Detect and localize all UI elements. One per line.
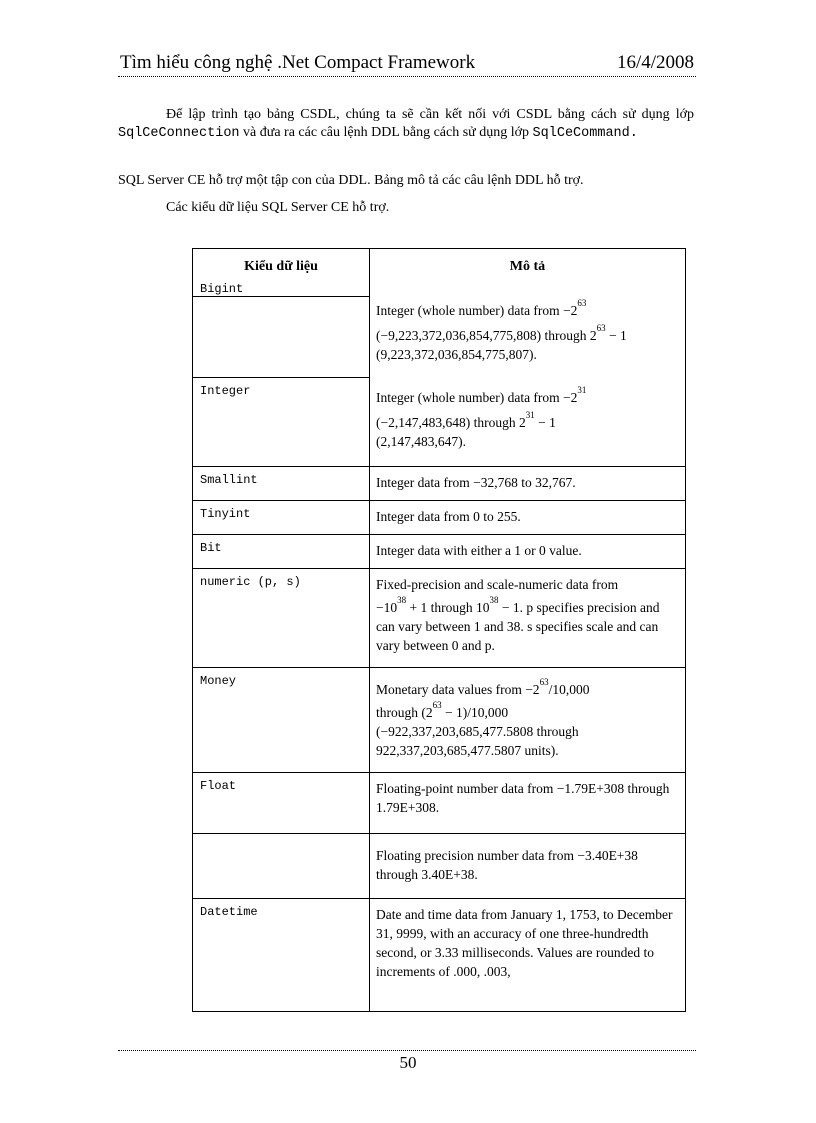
- footer-divider: [118, 1050, 696, 1051]
- table-cell: [370, 501, 686, 535]
- table-row: [193, 249, 686, 297]
- code-sqlceconnection: SqlCeConnection: [118, 126, 240, 141]
- code-sqlcecommand: SqlCeCommand: [532, 126, 630, 141]
- intro-paragraph: [118, 106, 694, 143]
- header-title: Tìm hiểu công nghệ .Net Compact Framework: [120, 52, 476, 73]
- table-row: [193, 378, 686, 467]
- table-row: [193, 668, 686, 773]
- type-numeric: numeric (p, s): [200, 575, 301, 589]
- desc-float: Floating-point number data from −1.79E+308 through 1.79E+308.: [376, 781, 670, 815]
- header-desc: Mô tả: [509, 259, 546, 274]
- table-row: [193, 899, 686, 1012]
- desc-numeric: Fixed-precision and scale-numeric data from $-10^{38} + 1$ through $10^{38} - 1$. p specifies precision and can vary between 1 and 38. s specifies scale and can vary between 0 and p.: [376, 577, 660, 653]
- table-row: [193, 535, 686, 569]
- header-date: 16/4/2008: [616, 52, 694, 73]
- table-cell: [193, 569, 370, 668]
- table-cell: [370, 569, 686, 668]
- table-row: [193, 569, 686, 668]
- desc-datetime: Date and time data from January 1, 1753, to December 31, 9999, with an accuracy of one three-hundredth second, or 3.33 milliseconds. Values are rounded to increments of .000, .003,: [376, 907, 673, 979]
- table-cell: [193, 773, 370, 834]
- table-cell: [193, 297, 370, 378]
- desc-bigint: Integer (whole number) data from $-2^{63}$ (−9,223,372,036,854,775,808) through $2^{63} - 1$ (9,223,372,036,854,775,807).: [376, 298, 627, 362]
- table-cell: [193, 501, 370, 535]
- intro-text-a: Để lập trình tạo bảng CSDL, chúng ta sẽ cần kết nối với CSDL bằng cách sử dụng lớp: [166, 107, 694, 122]
- table-cell: [370, 899, 686, 1012]
- type-tinyint: Tinyint: [200, 507, 251, 521]
- table-row: [193, 834, 686, 899]
- table-cell: [370, 378, 686, 467]
- ddl-paragraph: SQL Server CE hỗ trợ một tập con của DDL. Bảng mô tả các câu lệnh DDL hỗ trợ.: [118, 173, 584, 188]
- table-cell: [370, 249, 686, 378]
- type-bigint: Bigint: [200, 282, 244, 296]
- table-cell: [193, 668, 370, 773]
- table-cell: [193, 378, 370, 467]
- table-cell: [193, 249, 370, 297]
- table-cell: [370, 834, 686, 899]
- table-cell: [193, 834, 370, 899]
- intro-text-b: và đưa ra các câu lệnh DDL bằng cách sử dụng lớp: [239, 125, 533, 140]
- table-row: [193, 501, 686, 535]
- intro-text-c: .: [629, 126, 638, 141]
- type-integer: Integer: [200, 384, 251, 398]
- table-cell: [193, 899, 370, 1012]
- desc-integer: Integer (whole number) data from $-2^{31}$ (−2,147,483,648) through $2^{31} - 1$ (2,147,483,647).: [376, 385, 587, 449]
- type-datetime: Datetime: [200, 905, 258, 919]
- datatypes-paragraph: Các kiểu dữ liệu SQL Server CE hỗ trợ.: [166, 200, 390, 215]
- page-number: 50: [399, 1053, 417, 1072]
- desc-smallint: Integer data from −32,768 to 32,767.: [376, 475, 576, 490]
- table-cell: [370, 467, 686, 501]
- desc-tinyint: Integer data from 0 to 255.: [376, 509, 521, 524]
- table-row: [193, 773, 686, 834]
- table-row: [193, 467, 686, 501]
- desc-bit: Integer data with either a 1 or 0 value.: [376, 543, 582, 558]
- table-cell: [370, 535, 686, 569]
- type-real: [193, 834, 369, 840]
- table-cell: [193, 535, 370, 569]
- table-cell: [370, 773, 686, 834]
- page-header: [118, 52, 696, 77]
- table-cell: [193, 467, 370, 501]
- datatypes-table: [192, 248, 686, 1012]
- type-float: Float: [200, 779, 237, 793]
- desc-money: Monetary data values from $-2^{63}/10,000$ through $(2^{63} - 1)/10,000$ (−922,337,203,685,477.5808 through 922,337,203,685,477.5807 units).: [376, 677, 590, 758]
- header-type: Kiểu dữ liệu: [244, 259, 318, 274]
- desc-real: Floating precision number data from −3.40E+38 through 3.40E+38.: [376, 848, 638, 882]
- type-smallint: Smallint: [200, 473, 258, 487]
- type-bit: Bit: [200, 541, 222, 555]
- type-money: Money: [200, 674, 237, 688]
- table-cell: [370, 668, 686, 773]
